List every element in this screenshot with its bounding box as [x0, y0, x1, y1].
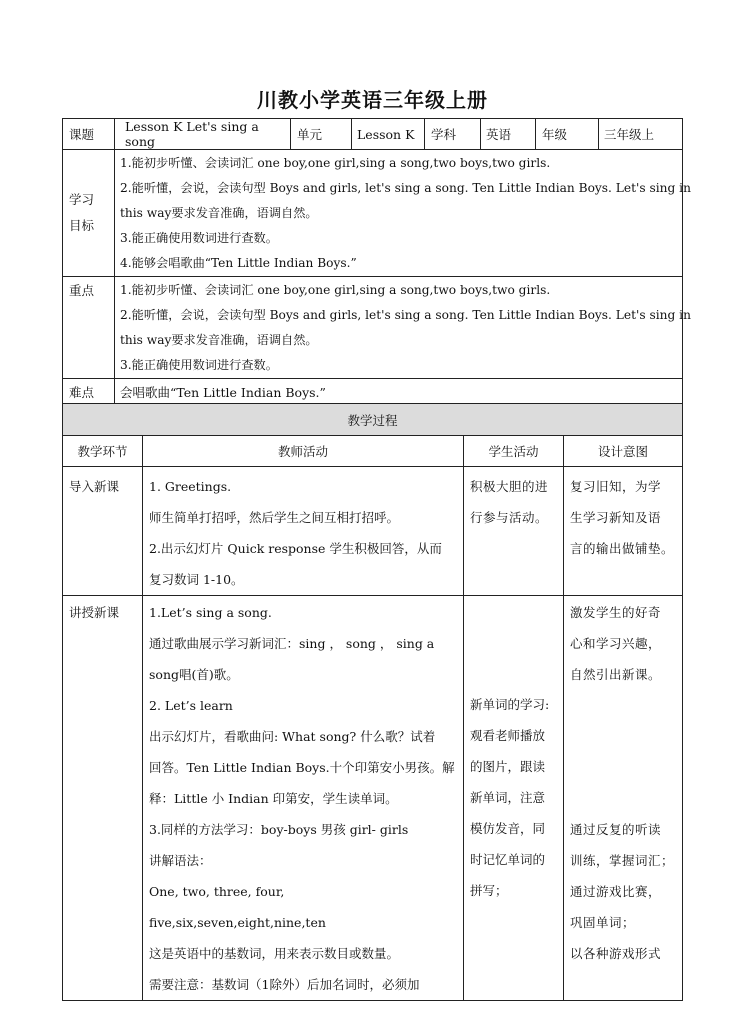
- goals-line: this way要求发音准确，语调自然。: [120, 205, 318, 220]
- new-teacher-line: 回答。Ten Little Indian Boys.十个印第安小男孩。解: [149, 760, 455, 775]
- course-label: 课题: [63, 119, 115, 150]
- new-teacher-line: 需要注意：基数词（1除外）后加名词时，必须加: [149, 977, 420, 992]
- subject-label: 学科: [425, 119, 481, 150]
- new-teacher: [143, 596, 464, 1001]
- new-teacher-line: One, two, three, four, five,six,seven,eight,nine,ten: [149, 884, 326, 930]
- header-intent: 设计意图: [564, 436, 683, 467]
- new-student-line: 新单词，注意: [470, 790, 546, 805]
- intro-teacher-line: 2.出示幻灯片 Quick response 学生积极回答，从而: [149, 541, 442, 556]
- intro-teacher-line: 复习数词 1-10。: [149, 572, 244, 587]
- new-intent-line: 自然引出新课。: [570, 667, 662, 682]
- info-row: [63, 119, 683, 150]
- new-intent-line: 通过游戏比赛，: [570, 884, 662, 899]
- key-point-line: 2.能听懂，会说，会读句型 Boys and girls, let's sing a song. Ten Little Indian Boys. Let's sing in: [120, 307, 691, 322]
- intro-student-line: 积极大胆的进: [470, 479, 549, 494]
- key-points-content: [115, 277, 691, 379]
- unit-value: Lesson K: [352, 119, 425, 150]
- teaching-process-table: [62, 403, 683, 1001]
- goals-label-line-2: 目标: [69, 218, 95, 233]
- unit-label: 单元: [291, 119, 352, 150]
- lesson-info-table: [62, 118, 691, 406]
- process-row-intro: [63, 467, 683, 596]
- new-student-line: 时记忆单词的: [470, 852, 546, 867]
- intro-stage: 导入新课: [63, 467, 143, 596]
- new-student-line: 拼写；: [470, 883, 508, 898]
- new-teacher-line: song唱(首)歌。: [149, 667, 239, 682]
- header-stage: 教学环节: [63, 436, 143, 467]
- document-title: 川教小学英语三年级上册: [257, 88, 488, 112]
- new-teacher-line: 这是英语中的基数词，用来表示数目或数量。: [149, 946, 400, 961]
- new-teacher-line: 释：Little 小 Indian 印第安，学生读单词。: [149, 791, 398, 806]
- process-header-row: [63, 436, 683, 467]
- course-value: Lesson K Let's sing a song: [115, 119, 291, 150]
- intro-intent-line: 生学习新知及语: [570, 510, 662, 525]
- process-band: 教学过程: [63, 404, 683, 436]
- new-student-line: 模仿发音，同: [470, 821, 546, 836]
- goals-label-line-1: 学习: [69, 192, 95, 207]
- intro-teacher: [143, 467, 464, 596]
- key-points-label: 重点: [63, 277, 115, 379]
- grade-value: 三年级上: [599, 119, 683, 150]
- header-teacher: 教师活动: [143, 436, 464, 467]
- intro-intent: [564, 467, 683, 596]
- new-teacher-line: 通过歌曲展示学习新词汇：sing ， song ， sing a: [149, 636, 435, 651]
- intro-teacher-line: 师生简单打招呼，然后学生之间互相打招呼。: [149, 510, 400, 525]
- goals-line: 4.能够会唱歌曲“Ten Little Indian Boys.”: [120, 255, 357, 270]
- new-teacher-line: 出示幻灯片，看歌曲问: What song? 什么歌？试着: [149, 729, 436, 744]
- new-stage: 讲授新课: [63, 596, 143, 1001]
- goals-row: [63, 150, 683, 277]
- new-student-line: 新单词的学习:: [470, 697, 550, 712]
- new-teacher-line: 2. Let’s learn: [149, 698, 233, 713]
- goals-label: [63, 150, 115, 277]
- new-student: [464, 596, 564, 1001]
- header-student: 学生活动: [464, 436, 564, 467]
- intro-intent-line: 言的输出做铺垫。: [570, 541, 675, 556]
- process-band-row: [63, 404, 683, 436]
- goals-line: 3.能正确使用数词进行查数。: [120, 230, 278, 245]
- intro-student-line: 行参与活动。: [470, 510, 549, 525]
- key-points-row: [63, 277, 683, 379]
- new-teacher-line: 3.同样的方法学习：boy-boys 男孩 girl- girls: [149, 822, 409, 837]
- new-student-line: 观看老师播放: [470, 728, 546, 743]
- new-teacher-line: 1.Let’s sing a song.: [149, 605, 272, 620]
- subject-value: 英语: [481, 119, 536, 150]
- intent-spacer: [570, 690, 676, 814]
- difficulty-row: [63, 379, 683, 406]
- grade-label: 年级: [536, 119, 599, 150]
- process-row-new: [63, 596, 683, 1001]
- new-student-line: 的图片，跟读: [470, 759, 546, 774]
- difficulty-label: 难点: [63, 379, 115, 406]
- new-intent-line: 巩固单词；: [570, 915, 636, 930]
- intro-teacher-line: 1. Greetings.: [149, 479, 232, 494]
- goals-content: [115, 150, 691, 277]
- new-teacher-line: 讲解语法：: [149, 853, 212, 868]
- goals-line: 2.能听懂，会说，会读句型 Boys and girls, let's sing a song. Ten Little Indian Boys. Let's sing in: [120, 180, 691, 195]
- goals-line: 1.能初步听懂、会读词汇 one boy,one girl,sing a song,two boys,two girls.: [120, 155, 551, 170]
- new-intent-line: 以各种游戏形式: [570, 946, 662, 961]
- intro-student: [464, 467, 564, 596]
- key-point-line: 1.能初步听懂、会读词汇 one boy,one girl,sing a song,two boys,two girls.: [120, 282, 551, 297]
- new-intent-line: 训练，掌握词汇；: [570, 853, 675, 868]
- new-intent-line: 激发学生的好奇: [570, 605, 662, 620]
- new-intent-line: 通过反复的听读: [570, 822, 662, 837]
- key-point-line: 3.能正确使用数词进行查数。: [120, 357, 278, 372]
- new-intent: [564, 596, 683, 1001]
- difficulty-content: 会唱歌曲“Ten Little Indian Boys.”: [115, 379, 683, 406]
- key-point-line: this way要求发音准确，语调自然。: [120, 332, 318, 347]
- new-intent-line: 心和学习兴趣，: [570, 636, 662, 651]
- intro-intent-line: 复习旧知，为学: [570, 479, 662, 494]
